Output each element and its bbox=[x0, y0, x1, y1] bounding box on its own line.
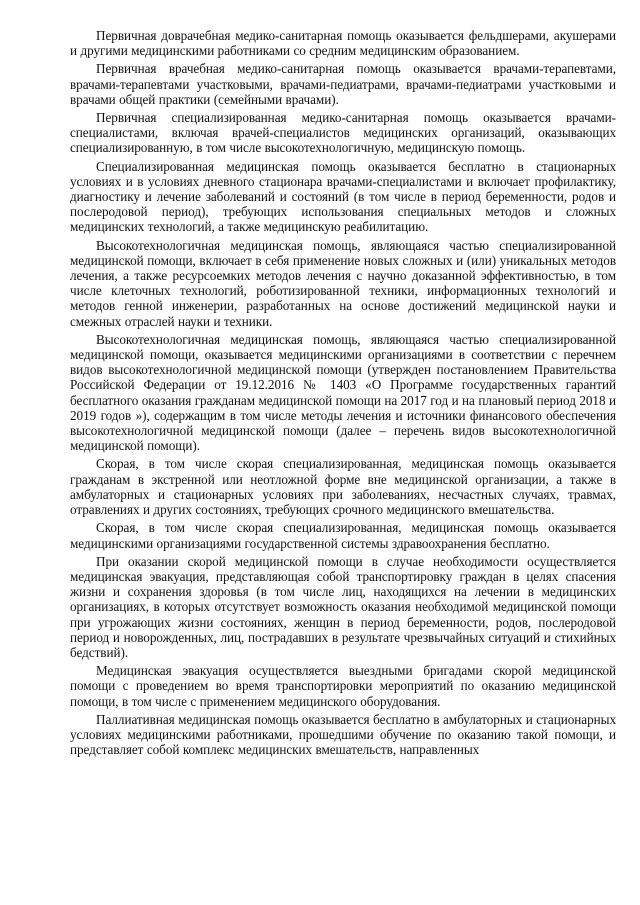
paragraph-specialized-care: Специализированная медицинская помощь оказывается бесплатно в стационарных условиях и в условиях дневного стационара врачами-специалистами и включает профилактику, диагностику и лечение заболеваний и состояний (в том числе в период беременности, родов и послеродовой период), требующих использования специальных методов и сложных медицинских технологий, а также медицинскую реабилитацию. bbox=[70, 158, 616, 235]
paragraph-palliative-care: Паллиативная медицинская помощь оказывается бесплатно в амбулаторных и стационарных условиях медицинскими работниками, прошедшими обучение по оказанию такой помощи, и представляет собой комплекс медицинских вмешательств, направленных bbox=[70, 711, 616, 758]
paragraph-evacuation-teams: Медицинская эвакуация осуществляется выездными бригадами скорой медицинской помощи с проведением во время транспортировки мероприятий по оказанию медицинской помощи, в том числе с применением медицинского оборудования. bbox=[70, 663, 616, 709]
paragraph-emergency-free: Скорая, в том числе скорая специализированная, медицинская помощь оказывается медицинскими организациями государственной системы здравоохранения бесплатно. bbox=[70, 520, 616, 551]
paragraph-high-tech-care: Высокотехнологичная медицинская помощь, являющаяся частью специализированной медицинской помощи, включает в себя применение новых сложных и (или) уникальных методов лечения, а также ресурсоемких методов лечения с научно доказанной эффективностью, в том числе клеточных технологий, роботизированной техники, информационных технологий и методов генной инженерии, разработанных на основе достижений медицинской науки и смежных отраслей науки и техники. bbox=[70, 237, 616, 329]
paragraph-high-tech-list: Высокотехнологичная медицинская помощь, являющаяся частью специализированной медицинской помощи, оказывается медицинскими организациями в соответствии с перечнем видов высокотехнологичной медицинской помощи (утвержден постановлением Правительства Российской Федерации от 19.12.2016 № 1403 «О Программе государственных гарантий бесплатного оказания гражданам медицинской помощи на 2017 год и на плановый период 2018 и 2019 годов »), содержащим в том числе методы лечения и источники финансового обеспечения высокотехнологичной медицинской помощи (далее – перечень видов высокотехнологичной медицинской помощи). bbox=[70, 331, 616, 454]
paragraph-physician-care: Первичная врачебная медико-санитарная помощь оказывается врачами-терапевтами, врачами-терапевтами участковыми, врачами-педиатрами, врачами-педиатрами участковыми и врачами общей практики (семейными врачами). bbox=[70, 61, 616, 107]
paragraph-prehospital-care: Первичная доврачебная медико-санитарная помощь оказывается фельдшерами, акушерами и другими медицинскими работниками со средним медицинским образованием. bbox=[70, 28, 616, 59]
paragraph-emergency-care: Скорая, в том числе скорая специализированная, медицинская помощь оказывается гражданам в экстренной или неотложной форме вне медицинской организации, а также в амбулаторных и стационарных условиях при заболеваниях, несчастных случаях, травмах, отравлениях и других состояниях, требующих срочного медицинского вмешательства. bbox=[70, 456, 616, 518]
paragraph-specialized-primary-care: Первичная специализированная медико-санитарная помощь оказывается врачами-специалистами, включая врачей-специалистов медицинских организаций, оказывающих специализированную, в том числе высокотехнологичную, медицинскую помощь. bbox=[70, 110, 616, 156]
paragraph-medical-evacuation: При оказании скорой медицинской помощи в случае необходимости осуществляется медицинская эвакуация, представляющая собой транспортировку граждан в целях спасения жизни и сохранения здоровья (в том числе лиц, находящихся на лечении в медицинских организациях, в которых отсутствует возможность оказания необходимой медицинской помощи при угрожающих жизни состояниях, женщин в период беременности, родов, послеродовой период и новорожденных, лиц, пострадавших в результате чрезвычайных ситуаций и стихийных бедствий). bbox=[70, 553, 616, 660]
